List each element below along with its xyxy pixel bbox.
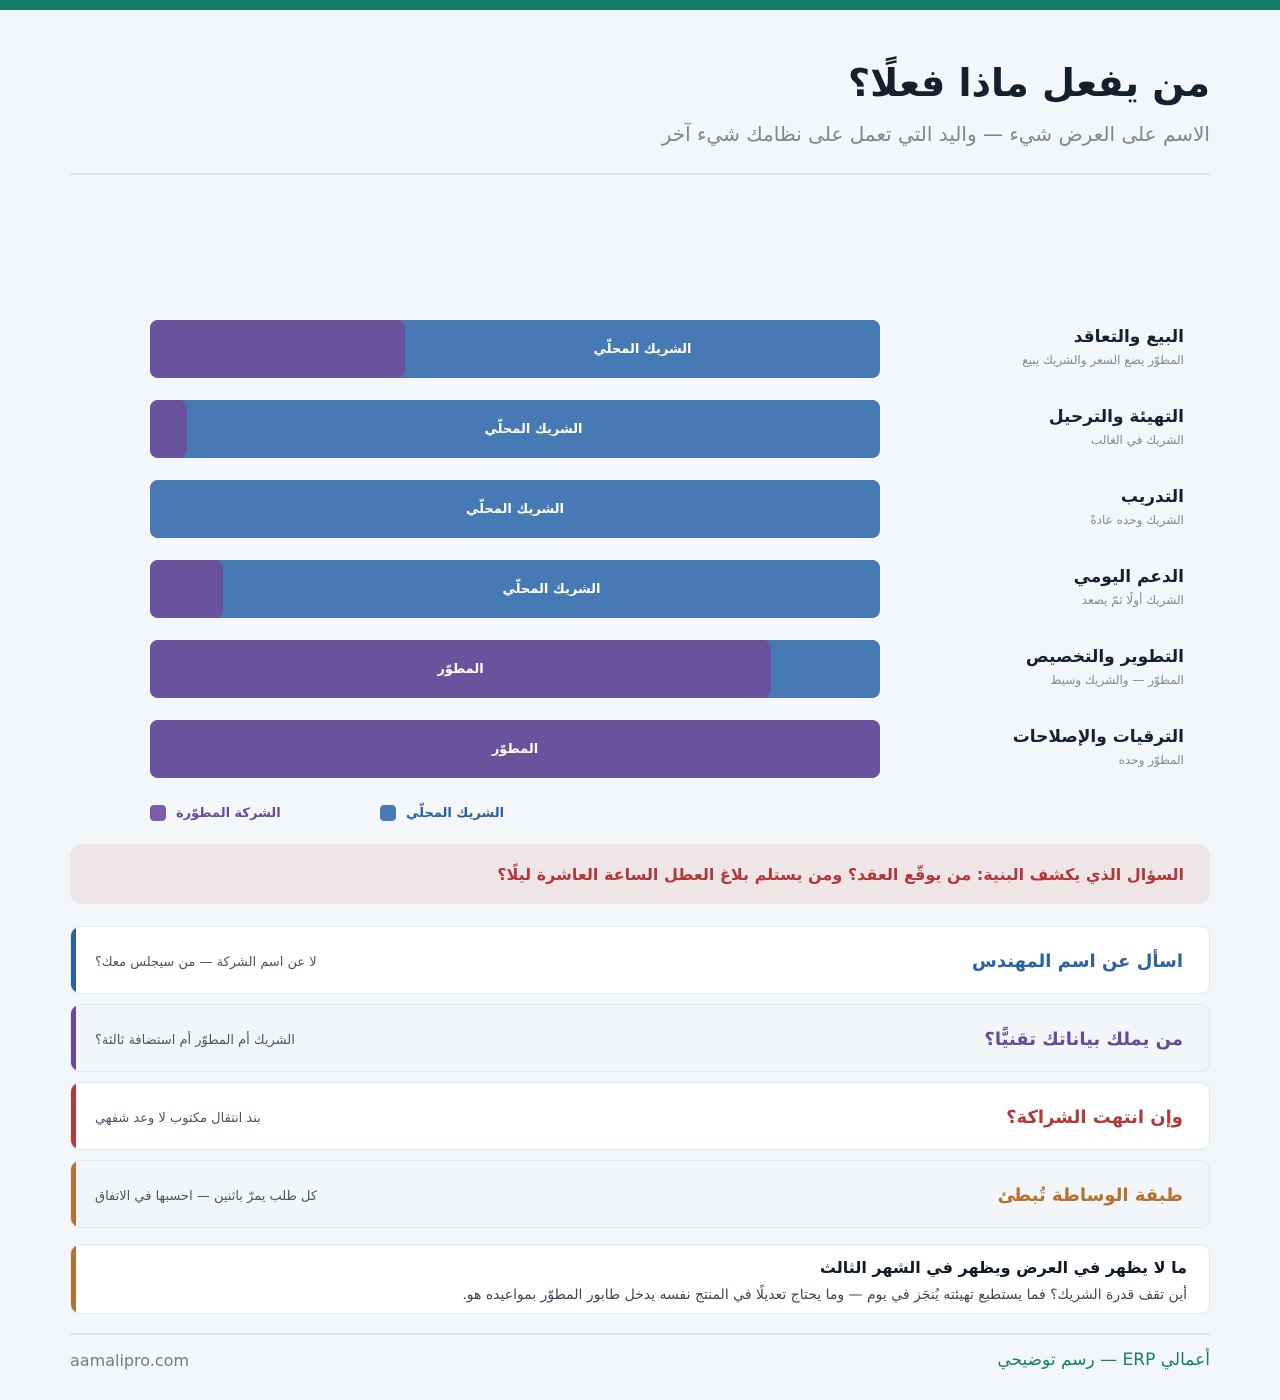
card-note: الشريك أم المطوّر أم استضافة ثالثة؟ bbox=[95, 1033, 295, 1048]
bar-track bbox=[150, 480, 880, 538]
row-label bbox=[884, 566, 1184, 608]
chart-legend bbox=[0, 803, 1280, 823]
bar-track bbox=[150, 640, 880, 698]
footer-brand: أعمالي ERP — رسم توضيحي bbox=[997, 1350, 1210, 1370]
bar-label: الشريك المحلّي bbox=[593, 342, 692, 357]
row-title: الدعم اليومي bbox=[1073, 567, 1184, 587]
data-ownership-card bbox=[70, 1004, 1210, 1072]
bar-track bbox=[150, 320, 880, 378]
card-accent bbox=[71, 1245, 76, 1313]
card-accent bbox=[71, 1161, 76, 1227]
card-title: اسأل عن اسم المهندس bbox=[972, 951, 1183, 972]
card-accent bbox=[71, 1005, 76, 1071]
row-subtitle: المطوّر — والشريك وسيط bbox=[1050, 673, 1184, 687]
hidden-issue-title: ما لا يظهر في العرض ويظهر في الشهر الثالث bbox=[819, 1258, 1187, 1277]
legend-swatch bbox=[380, 805, 396, 821]
bar-track bbox=[150, 720, 880, 778]
mediation-layer-card bbox=[70, 1160, 1210, 1228]
row-title: التدريب bbox=[1120, 487, 1184, 507]
bar-label: المطوّر bbox=[437, 662, 484, 677]
bar-segment-developer bbox=[150, 320, 405, 378]
key-question-banner bbox=[70, 844, 1210, 904]
row-subtitle: الشريك أولًا ثمّ يصعد bbox=[1081, 593, 1184, 607]
bar-segment-developer bbox=[150, 400, 187, 458]
row-label bbox=[884, 486, 1184, 528]
card-title: طبقة الوساطة تُبطئ bbox=[997, 1185, 1183, 1206]
partnership-end-card bbox=[70, 1082, 1210, 1150]
row-title: التطوير والتخصيص bbox=[1025, 647, 1184, 667]
legend-label: الشريك المحلّي bbox=[406, 805, 505, 821]
row-subtitle: المطوّر وحده bbox=[1118, 753, 1184, 767]
bar-label: المطوّر bbox=[491, 742, 539, 757]
card-note: لا عن اسم الشركة — من سيجلس معك؟ bbox=[95, 955, 317, 970]
footer-divider bbox=[70, 1333, 1210, 1335]
bar-segment-developer bbox=[150, 560, 223, 618]
row-title: الترقيات والإصلاحات bbox=[1012, 727, 1184, 747]
engineer-card bbox=[70, 926, 1210, 994]
row-label bbox=[884, 326, 1184, 368]
page-title: من يفعل ماذا فعلًا؟ bbox=[848, 61, 1210, 105]
hidden-issue-card bbox=[70, 1244, 1210, 1314]
bar-label: الشريك المحلّي bbox=[484, 422, 583, 437]
bar-label: الشريك المحلّي bbox=[502, 582, 601, 597]
card-title: وإن انتهت الشراكة؟ bbox=[1006, 1107, 1183, 1128]
card-note: كل طلب يمرّ باثنين — احسبها في الاتفاق bbox=[95, 1189, 318, 1204]
footer-site-link[interactable]: aamalipro.com bbox=[70, 1351, 190, 1370]
row-title: التهيئة والترحيل bbox=[1048, 407, 1184, 427]
row-label bbox=[884, 726, 1184, 768]
row-title: البيع والتعاقد bbox=[1073, 327, 1184, 347]
card-note: بند انتقال مكتوب لا وعد شفهي bbox=[95, 1111, 261, 1126]
key-question-text: السؤال الذي يكشف البنية: من يوقّع العقد؟ ومن يستلم بلاغ العطل الساعة العاشرة ليلًا؟ bbox=[497, 865, 1184, 884]
card-accent bbox=[71, 927, 76, 993]
page-subtitle: الاسم على العرض شيء — واليد التي تعمل على نظامك شيء آخر bbox=[661, 122, 1210, 146]
bar-segment-partner bbox=[771, 640, 880, 698]
row-subtitle: المطوّر يضع السعر والشريك يبيع bbox=[1022, 353, 1184, 367]
legend-item-partner bbox=[380, 803, 504, 823]
legend-swatch bbox=[150, 805, 166, 821]
bar-track bbox=[150, 560, 880, 618]
row-label bbox=[884, 406, 1184, 448]
row-label bbox=[884, 646, 1184, 688]
row-subtitle: الشريك وحده عادةً bbox=[1090, 513, 1184, 527]
legend-label: الشركة المطوّرة bbox=[176, 805, 281, 821]
card-title: من يملك بياناتك تقنيًّا؟ bbox=[984, 1029, 1183, 1050]
hidden-issue-body: أين تقف قدرة الشريك؟ فما يستطيع تهيئته يُنجَز في يوم — وما يحتاج تعديلًا في المنتج نفسه يدخل طابور المطوّر بمواعيده هو. bbox=[462, 1287, 1187, 1303]
row-subtitle: الشريك في الغالب bbox=[1090, 433, 1184, 447]
bar-label: الشريك المحلّي bbox=[465, 502, 565, 517]
bar-track bbox=[150, 400, 880, 458]
card-accent bbox=[71, 1083, 76, 1149]
legend-item-developer bbox=[150, 803, 281, 823]
